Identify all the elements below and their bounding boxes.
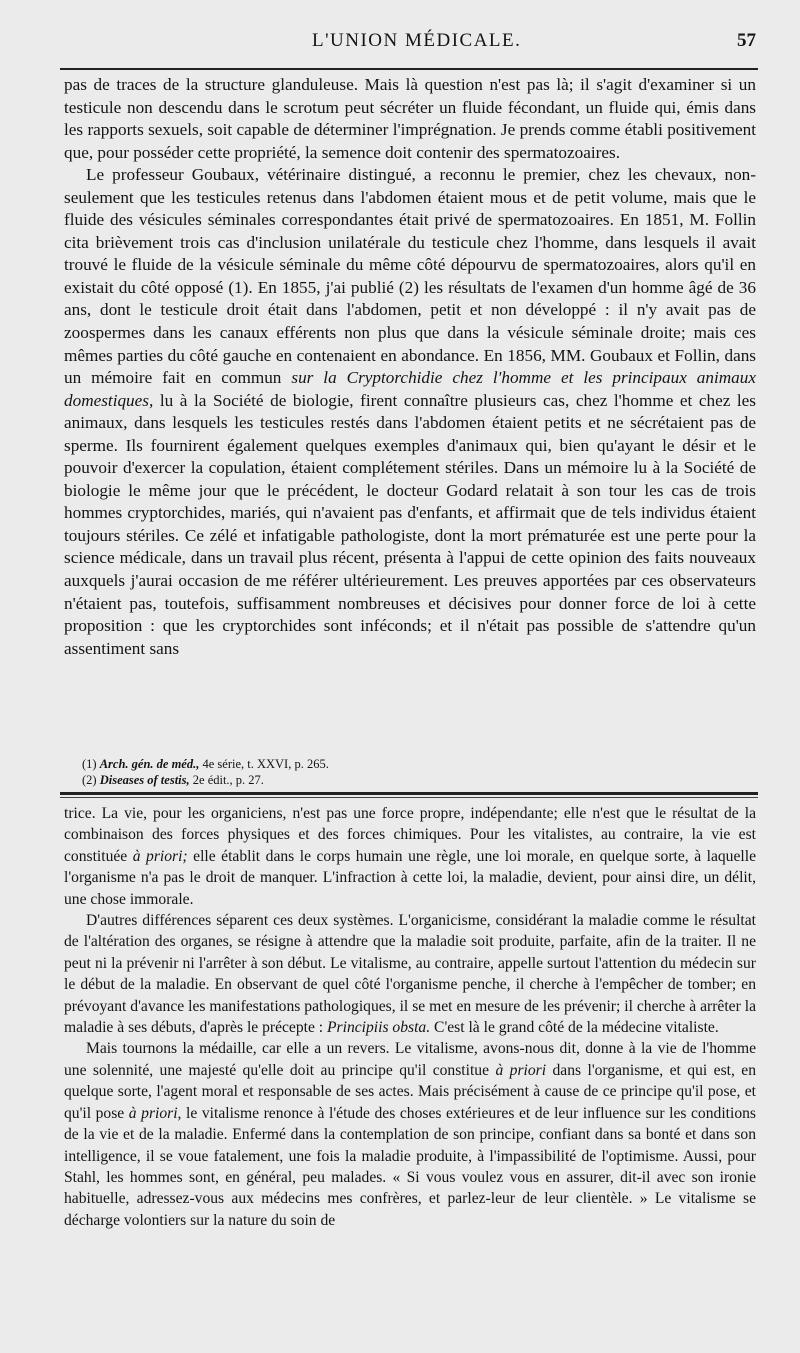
header-rule	[60, 68, 758, 70]
upper-article	[64, 74, 756, 660]
a-priori-italic-2: à priori	[495, 1061, 547, 1079]
upper-paragraph-2-text-a: Le professeur Goubaux, vétérinaire distingué, a reconnu le premier, chez les chevaux, non-seulement que les testicules retenus dans l'abdomen étaient mous et de petit volume, mais que le fluide des vésicules séminales correspondantes était privé de spermatozoaires. En 1851, M. Follin cita brièvement trois cas d'inclusion unilatérale du testicule chez l'homme, dans lesquels il avait trouvé le fluide de la vésicule séminale du même côté dépourvu de spermatozoaires, alors qu'il en existait du côté opposé (1). En 1855, j'ai publié (2) les résultats de l'examen d'un homme âgé de 36 ans, dont le testicule droit était dans l'abdomen, petit et non développé : il n'y avait pas de zoospermes dans les canaux efférents non plus que dans la vésicule séminale droite; mais ces mêmes parties du côté gauche en contenaient en abondance. En 1856, MM. Goubaux et Follin, dans un mémoire fait en commun	[64, 165, 756, 388]
footnote-2-title: Diseases of testis,	[99, 773, 190, 787]
a-priori-italic-3: à priori,	[128, 1104, 182, 1122]
lower-paragraph-1-text-b: elle établit dans le corps humain une règle, une loi morale, en quelque sorte, à laquelle l'organisme n'a pas le droit de manquer. L'infraction à cette loi, la maladie, devient, pour ainsi dire, un délit, une chose immorale.	[64, 847, 756, 908]
section-divider-thick	[60, 792, 758, 795]
lower-paragraph-1-text-a: trice. La vie, pour les organiciens, n'est pas une force propre, indépendante; elle n'est que le résultat de la combinaison des forces physiques et des forces chimiques. Pour les vitalistes, au contraire, la vie est constituée	[64, 805, 756, 865]
a-priori-italic: à priori;	[132, 847, 188, 865]
footnotes	[82, 756, 756, 788]
footnote-1-title: Arch. gén. de méd.,	[99, 757, 200, 771]
lower-paragraph-2-text-a: D'autres différences séparent ces deux systèmes. L'organicisme, considérant la maladie comme le résultat de l'altération des organes, se résigne à attendre que la maladie soit produite, parfaite, afin de la traiter. Il ne peut ni la prévenir ni l'arrêter à son début. Le vitalisme, au contraire, appelle surtout l'attention du médecin sur le début de la maladie. En observant de quel côté l'organisme penche, il cherche à l'empêcher de tomber; en prévoyant d'avance les manifestations pathologiques, il se met en mesure de les prévenir; il cherche à arrêter la maladie à ses débuts, d'après le précepte :	[64, 912, 756, 1037]
page-number: 57	[737, 30, 756, 51]
memoir-title-italic: sur la Cryptorchidie chez l'homme et les principaux animaux domestiques,	[64, 368, 756, 410]
lower-paragraph-1	[64, 803, 756, 910]
lower-paragraph-3-text-b: dans l'organisme, et qui est, en quelque sorte, l'agent moral et responsable de ses actes. Mais précisément à cause de ce principe qu'il pose, et qu'il pose	[64, 1061, 757, 1122]
upper-paragraph-2-text-b: lu à la Société de biologie, firent connaître plusieurs cas, chez l'homme et chez les animaux, dans lesquels les testicules restés dans l'abdomen étaient petits et ne sécrétaient pas de sperme. Ils fournirent également quelques exemples d'animaux qui, bien qu'ayant le désir et le pouvoir d'exercer la copulation, étaient complétement stériles. Dans un mémoire lu à la Société de biologie le même jour que le précédent, le docteur Godard relatait à son tour les cas de trois hommes cryptorchides, mariés, qui n'avaient pas d'enfants, et affirmait que de tels individus étaient toujours stériles. Ce zélé et infatigable pathologiste, dont la mort prématurée est une perte pour la science médicale, dans un travail plus récent, présenta à l'appui de cette opinion des faits nouveaux auxquels j'aurai occasion de me référer ultérieurement. Les preuves apportées par ces observateurs n'étaient pas, toutefois, suffisamment nombreuses et décisives pour donner force de loi à cette proposition : que les cryptorchides sont inféconds; et il n'était pas possible de s'attendre qu'un assentiment sans	[64, 390, 756, 658]
upper-paragraph-1	[64, 74, 756, 164]
footnote-1	[82, 756, 756, 772]
principiis-obsta-italic: Principiis obsta.	[327, 1019, 431, 1037]
section-divider-thin	[60, 797, 758, 798]
footnote-2-mark: (2)	[82, 773, 97, 787]
lower-paragraph-3-text-c: le vitalisme renonce à l'étude des choses extérieures et de leur influence sur les conditions de la vie et de la maladie. Enfermé dans la contemplation de son principe, confiant dans sa bonté et dans son intelligence, il se voue fatalement, une fois la maladie produite, à l'impassibilité de l'optimisme. Aussi, pour Stahl, les hommes sont, en général, peu malades. « Si vous voulez vous en assurer, dit-il avec son ironie habituelle, adressez-vous aux médecins mes confrères, et parlez-leur de leur clientèle. » Le vitalisme se décharge volontiers sur la nature du soin de	[64, 1104, 756, 1229]
footnote-1-mark: (1)	[82, 757, 97, 771]
running-title: L'UNION MÉDICALE.	[312, 30, 522, 51]
footnote-2-rest: 2e édit., p. 27.	[189, 773, 264, 787]
footnote-1-rest: 4e série, t. XXVI, p. 265.	[199, 757, 329, 771]
page-header	[62, 30, 756, 60]
upper-paragraph-2	[64, 164, 756, 660]
upper-paragraph-1-text: pas de traces de la structure glanduleuse. Mais là question n'est pas là; il s'agit d'examiner si un testicule non descendu dans le scrotum peut sécréter un fluide fécondant, un fluide qui, émis dans les rapports sexuels, soit capable de déterminer l'imprégnation. Je prends comme établi positivement que, pour posséder cette propriété, la semence doit contenir des spermatozoaires.	[64, 75, 756, 162]
lower-paragraph-3	[64, 1038, 756, 1231]
footnote-2	[82, 772, 756, 788]
lower-paragraph-2	[64, 910, 756, 1038]
lower-paragraph-2-text-b: C'est là le grand côté de la médecine vitaliste.	[430, 1019, 719, 1037]
lower-article	[64, 803, 756, 1231]
lower-paragraph-3-text-a: Mais tournons la médaille, car elle a un revers. Le vitalisme, avons-nous dit, donne à la vie de l'homme une solennité, une majesté qu'elle doit au principe qu'il constitue	[64, 1040, 756, 1079]
